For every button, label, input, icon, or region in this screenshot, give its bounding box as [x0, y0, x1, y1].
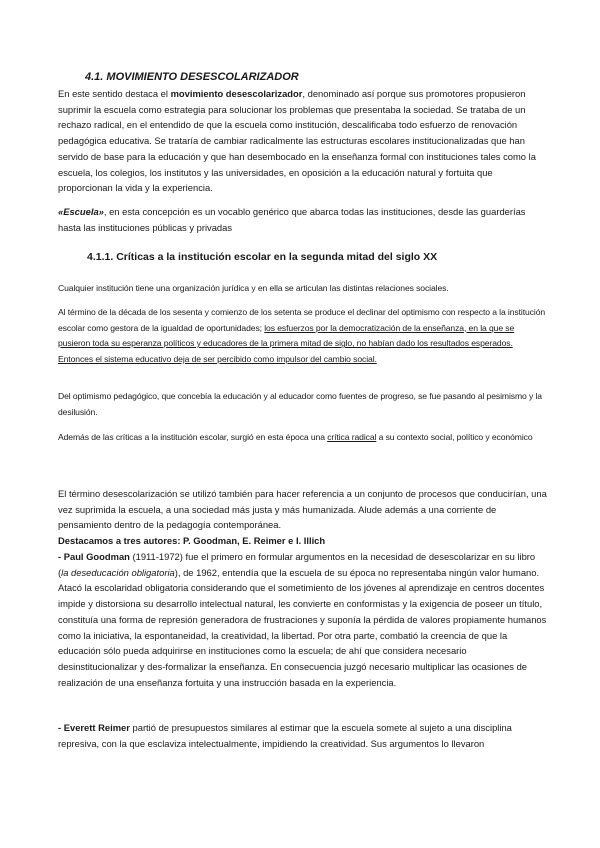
- paragraph-escuela-definition: «Escuela», en esta concepción es un vocablo genérico que abarca todas las instituciones, desde las guarderías hasta las instituciones públicas y privadas: [58, 206, 526, 233]
- paragraph-paul-goodman: - Paul Goodman (1911-1972) fue el primero en formular argumentos en la necesidad de desescolarizar en su libro (la deseducación obligatoria), de 1962, entendía que la escuela de su época no representaba ningún valor humano. Atacó la escolaridad obligatoria considerando que el sometimiento de los jóvenes al aprendizaje en centros docentes impide y distorsiona su desarrollo intelectual natural, les convierte en conformistas y la exigencia de poseer un título, constituía una forma de represión generadora de frustraciones y suponía la pérdida de valores propiamente humanos como la iniciativa, la espontaneidad, la creatividad, la libertad. Por otra parte, combatió la creencia de que la educación sólo pueda adquirirse en instituciones como la escuela; de ahí que considera necesario desinstitucionalizar y des-formalizar la enseñanza. En consecuencia juzgó necesario multiplicar las ocasiones de realización de una enseñanza fortuita y una instrucción basada en la experiencia.: [58, 551, 547, 688]
- paragraph-intro: En este sentido destaca el movimiento desescolarizador, denominado así porque sus promotores propusieron suprimir la escuela como estrategia para solucionar los problemas que presentaba la sociedad. Se trataba de un rechazo radical, en el entendido de que la escuela como institución, descalificaba todo esfuerzo de renovación pedagógica educativa. Se trataría de cambiar radicalmente las estructuras escolares institucionalizadas que han servido de base para la educación y que han desembocado en la enseñanza formal con instituciones tales como la escuela, los colegios, los institutos y las universidades, en oposición a la educación natural y fortuita que proporcionan la vida y la experiencia.: [58, 88, 536, 194]
- paragraph-decline-optimism: Al término de la década de los sesenta y comienzo de los setenta se produce el declinar del optimismo con respecto a la institución escolar como gestora de la igualdad de oportunidades; los esfuerzos por la democratización de la enseñanza, en la que se pusieron toda su esperanza políticos y educadores de la primera mitad de siglo, no habían dado los resultados esperados. Entonces el sistema educativo deja de ser percibido como impulsor del cambio social.: [58, 307, 546, 364]
- book-title: la deseducación obligatoria: [61, 566, 175, 578]
- paragraph-pessimism: Del optimismo pedagógico, que concebía la educación y al educador como fuentes de progreso, se fue pasando al pesimismo y la desilusión.: [58, 391, 542, 417]
- paragraph-everett-reimer: - Everett Reimer partió de presupuestos similares al estimar que la escuela somete al sujeto a una disciplina represiva, con la que esclaviza intelectualmente, impidiendo la creatividad. Sus argumentos lo llevaron: [58, 722, 512, 749]
- paragraph-radical-critique: Además de las críticas a la institución escolar, surgió en esta época una crítica radical a su contexto social, político y económico: [58, 432, 533, 442]
- author-goodman: - Paul Goodman: [58, 551, 130, 562]
- section-title: 4.1. MOVIMIENTO DESESCOLARIZADOR: [85, 71, 299, 83]
- underlined-passage: los esfuerzos por la democratización de la enseñanza, en la que se pusieron toda su esperanza políticos y educadores de la primera mitad de siglo, no habían dado los resultados esperados. Entonces el sistema educativo deja de ser percibido como impulsor del cambio social.: [58, 322, 515, 364]
- paragraph-desescolarizacion-term: El término desescolarización se utilizó también para hacer referencia a un conjunto de procesos que conducirían, una vez suprimida la escuela, a una sociedad más justa y más humanizada. Alude además a una corriente de pensamiento dentro de la pedagogía contemporánea.: [58, 488, 547, 531]
- underlined-critica-radical: crítica radical: [327, 432, 377, 442]
- paragraph-institution: Cualquier institución tiene una organización jurídica y en ella se articulan las distintas relaciones sociales.: [58, 283, 449, 293]
- paragraph-three-authors: Destacamos a tres autores: P. Goodman, E. Reimer e I. Illich: [58, 535, 326, 546]
- author-reimer: - Everett Reimer: [58, 722, 130, 733]
- term-escuela: «Escuela»: [58, 206, 104, 217]
- term-movimiento: movimiento desescolarizador: [170, 88, 303, 99]
- subsection-title: 4.1.1. Críticas a la institución escolar en la segunda mitad del siglo XX: [87, 251, 438, 263]
